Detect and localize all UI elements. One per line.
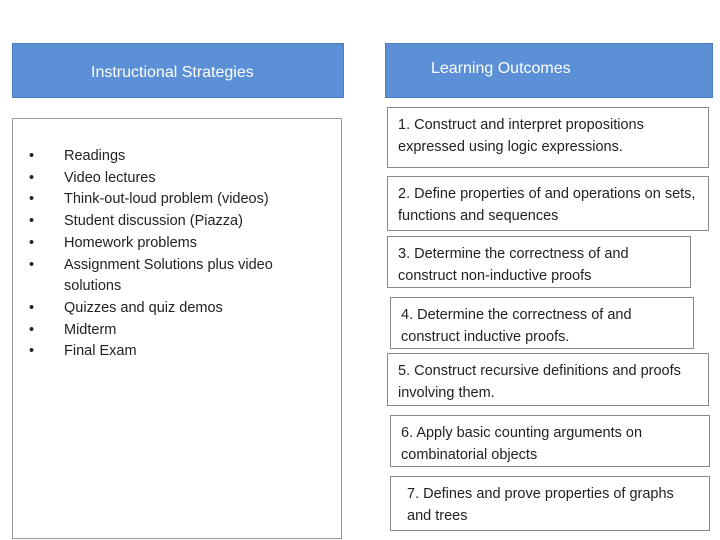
- strategy-item-student-discussion: • Student discussion (Piazza): [29, 211, 329, 233]
- strategy-item-final-exam: • Final Exam: [29, 341, 329, 363]
- outcomes-header: [385, 43, 713, 98]
- outcome-box-5: 5. Construct recursive definitions and proofs involving them.: [387, 353, 709, 406]
- strategy-item-midterm: • Midterm: [29, 320, 329, 342]
- outcome-box-2: 2. Define properties of and operations on sets, functions and sequences: [387, 176, 709, 231]
- strategy-item-quizzes: • Quizzes and quiz demos: [29, 298, 329, 320]
- strategies-header: [12, 43, 344, 98]
- outcomes-header-title: Learning Outcomes: [431, 60, 571, 77]
- strategy-list: [29, 146, 329, 363]
- strategy-item-video-lectures: • Video lectures: [29, 168, 329, 190]
- strategy-item-think-out-loud: • Think-out-loud problem (videos): [29, 189, 329, 211]
- outcome-box-1: 1. Construct and interpret propositions expressed using logic expressions.: [387, 107, 709, 168]
- outcome-box-7: 7. Defines and prove properties of graphs and trees: [390, 476, 710, 531]
- strategy-item-readings: • Readings: [29, 146, 329, 168]
- strategy-item-homework: • Homework problems: [29, 233, 329, 255]
- outcome-box-3: 3. Determine the correctness of and construct non-inductive proofs: [387, 236, 691, 288]
- strategies-header-title: Instructional Strategies: [91, 64, 254, 81]
- outcome-box-4: 4. Determine the correctness of and construct inductive proofs.: [390, 297, 694, 349]
- strategy-item-assignment-solutions: • Assignment Solutions plus video solutions: [29, 255, 329, 298]
- outcome-box-6: 6. Apply basic counting arguments on combinatorial objects: [390, 415, 710, 467]
- strategies-panel: [12, 118, 342, 539]
